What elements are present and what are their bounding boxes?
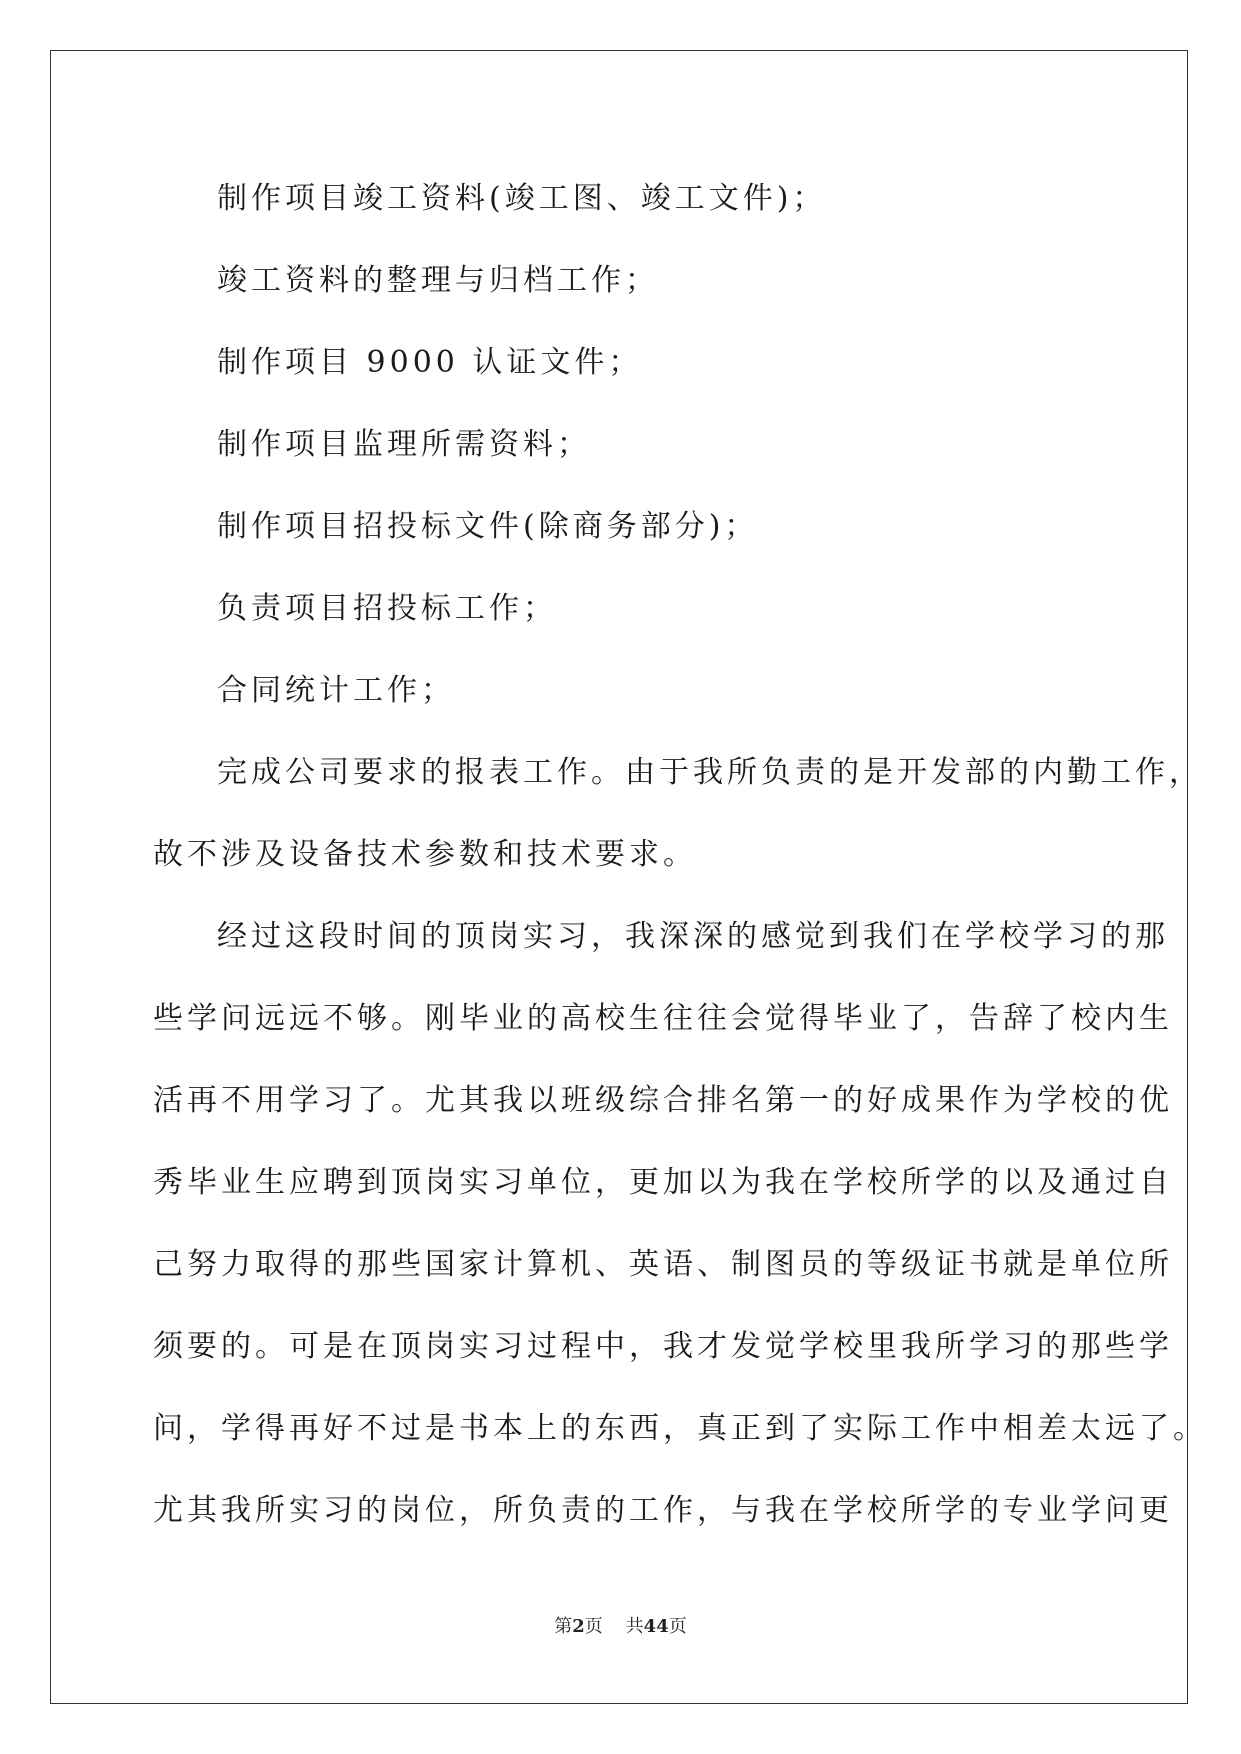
text-line: 竣工资料的整理与归档工作； — [217, 263, 659, 298]
text-line: 须要的。可是在顶岗实习过程中，我才发觉学校里我所学习的那些学 — [153, 1329, 1173, 1364]
footer-total-prefix: 共 — [625, 1616, 644, 1637]
text-line: 尤其我所实习的岗位，所负责的工作，与我在学校所学的专业学问更 — [153, 1493, 1173, 1528]
footer-page-suffix: 页 — [584, 1616, 603, 1637]
text-line: 负责项目招投标工作； — [217, 591, 557, 626]
footer-prefix: 第 — [554, 1616, 573, 1637]
page-number: 2 — [572, 1616, 585, 1637]
text-line: 制作项目监理所需资料； — [217, 427, 591, 462]
text-line: 制作项目竣工资料(竣工图、竣工文件)； — [217, 181, 827, 216]
text-line: 秀毕业生应聘到顶岗实习单位，更加以为我在学校所学的以及通过自 — [153, 1165, 1173, 1200]
text-line: 制作项目 9000 认证文件； — [217, 345, 643, 380]
document-body — [153, 158, 1207, 1552]
text-line: 活再不用学习了。尤其我以班级综合排名第一的好成果作为学校的优 — [153, 1083, 1173, 1118]
text-line: 合同统计工作； — [217, 673, 455, 708]
footer-total-suffix: 页 — [668, 1616, 687, 1637]
text-line: 些学问远远不够。刚毕业的高校生往往会觉得毕业了，告辞了校内生 — [153, 1001, 1173, 1036]
text-line: 制作项目招投标文件(除商务部分)； — [217, 509, 759, 544]
text-line: 己努力取得的那些国家计算机、英语、制图员的等级证书就是单位所 — [153, 1247, 1173, 1282]
total-pages: 44 — [643, 1616, 669, 1637]
page-footer — [0, 1612, 1241, 1638]
text-line: 经过这段时间的顶岗实习，我深深的感觉到我们在学校学习的那 — [217, 919, 1169, 954]
text-line: 问，学得再好不过是书本上的东西，真正到了实际工作中相差太远了。 — [153, 1411, 1207, 1446]
text-line: 故不涉及设备技术参数和技术要求。 — [153, 837, 697, 872]
text-line: 完成公司要求的报表工作。由于我所负责的是开发部的内勤工作， — [217, 755, 1203, 790]
